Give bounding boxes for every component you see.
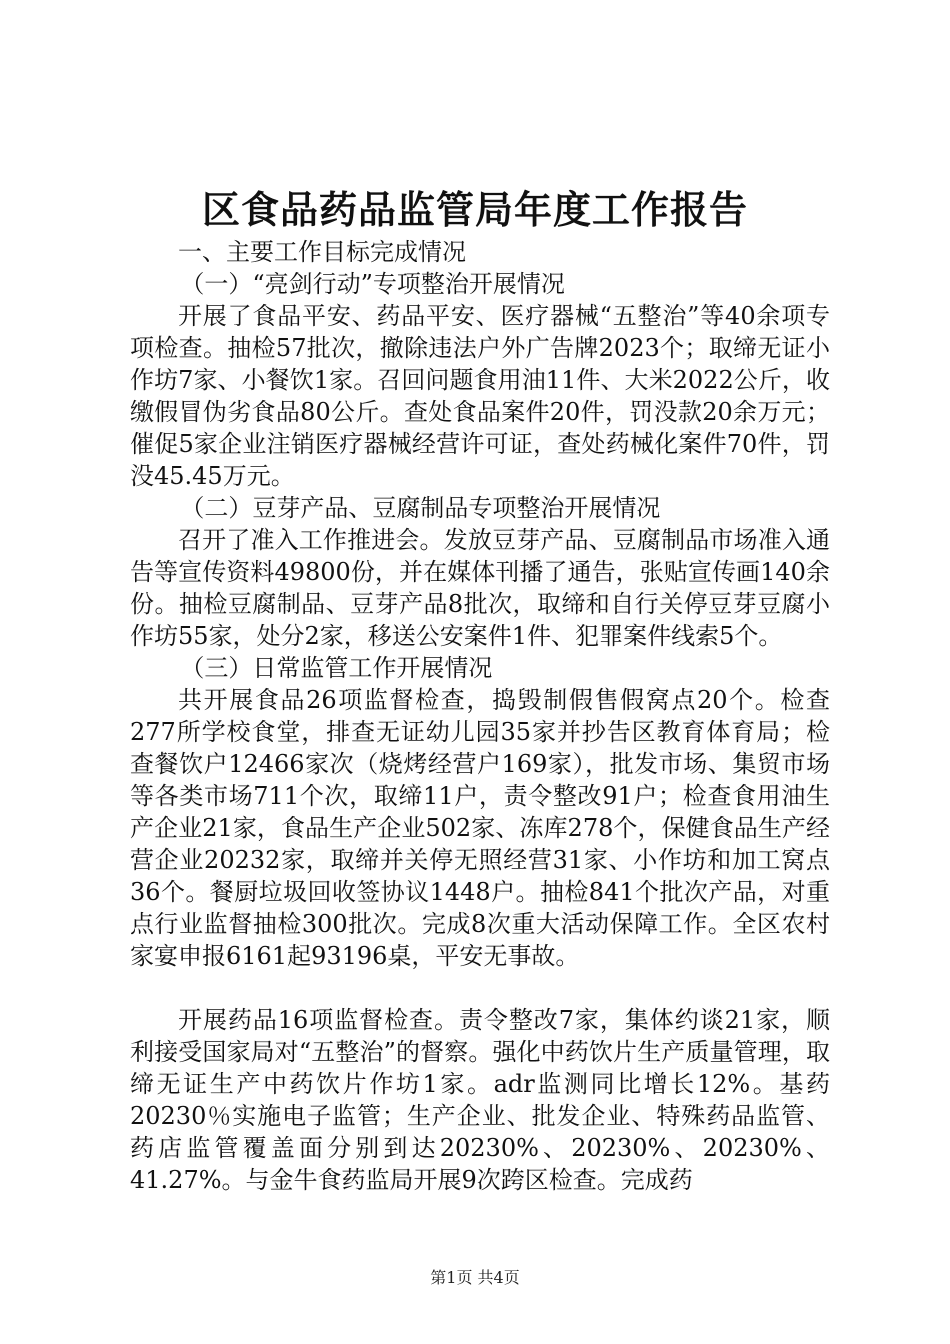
document-body — [130, 236, 830, 1196]
body-paragraph: 召开了准入工作推进会。发放豆芽产品、豆腐制品市场准入通告等宣传资料49800份，并在媒体刊播了通告，张贴宣传画140余份。抽检豆腐制品、豆芽产品8批次，取缔和自行关停豆芽豆腐小作坊55家，处分2家，移送公安案件1件、犯罪案件线索5个。 — [130, 526, 830, 650]
page-number-footer: 第1页 共4页 — [430, 1268, 520, 1287]
subsection-heading: （二）豆芽产品、豆腐制品专项整治开展情况 — [180, 494, 661, 522]
subsection-heading: （一）“亮剑行动”专项整治开展情况 — [180, 270, 565, 298]
subsection-heading: （三）日常监管工作开展情况 — [180, 654, 493, 682]
body-paragraph: 开展药品16项监督检查。责令整改7家，集体约谈21家，顺利接受国家局对“五整治”的督察。强化中药饮片生产质量管理，取缔无证生产中药饮片作坊1家。adr监测同比增长12%。基药20230％实施电子监管；生产企业、批发企业、特殊药品监管、药店监管覆盖面分别到达20230%、20230%、20230%、41.27%。与金牛食药监局开展9次跨区检查。完成药 — [130, 1006, 830, 1194]
body-paragraph: 共开展食品26项监督检查，捣毁制假售假窝点20个。检查277所学校食堂，排查无证幼儿园35家并抄告区教育体育局；检查餐饮户12466家次（烧烤经营户169家），批发市场、集贸市场等各类市场711个次，取缔11户，责令整改91户；检查食用油生产企业21家，食品生产企业502家、冻库278个，保健食品生产经营企业20232家，取缔并关停无照经营31家、小作坊和加工窝点36个。餐厨垃圾回收签协议1448户。抽检841个批次产品，对重点行业监督抽检300批次。完成8次重大活动保障工作。全区农村家宴申报6161起93196桌，平安无事故。 — [130, 686, 830, 970]
body-paragraph: 开展了食品平安、药品平安、医疗器械“五整治”等40余项专项检查。抽检57批次，撤除违法户外广告牌2023个；取缔无证小作坊7家、小餐饮1家。召回问题食用油11件、大米2022公斤，收缴假冒伪劣食品80公斤。查处食品案件20件，罚没款20余万元；催促5家企业注销医疗器械经营许可证，查处药械化案件70件，罚没45.45万元。 — [130, 302, 830, 490]
section-heading: 一、主要工作目标完成情况 — [178, 238, 466, 266]
page-title: 区食品药品监管局年度工作报告 — [201, 187, 748, 232]
